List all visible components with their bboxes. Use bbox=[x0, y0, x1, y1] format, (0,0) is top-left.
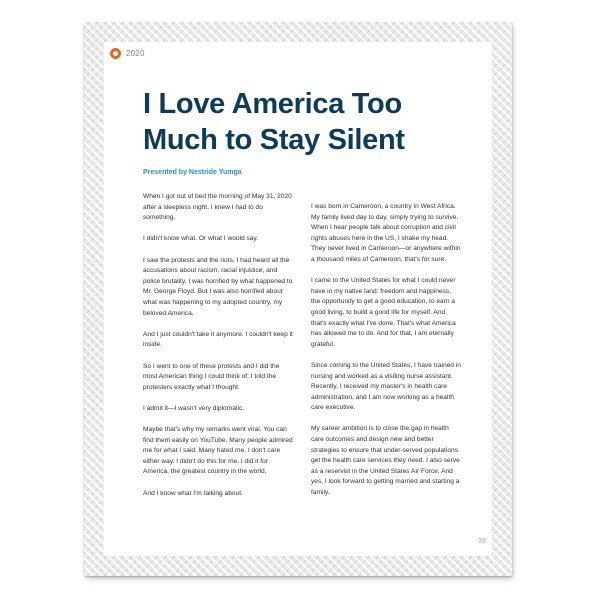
paragraph: I saw the protests and the riots. I had heard all the accusations about racism, racial injustice, and police brutality. I was horrified by what happened to Mr. George Floyd. But I was also horrified about what was happening to my adopted country, my beloved America. bbox=[143, 256, 293, 317]
paragraph: I didn't know what. Or what I would say. bbox=[143, 235, 259, 243]
right-column bbox=[311, 202, 461, 509]
page-number: 39 bbox=[478, 538, 486, 545]
header-year: 2020 bbox=[126, 49, 145, 58]
paragraph: I was born in Cameroon, a country in West Africa. My family lived day to day, simply trying to survive. When I hear people talk about corruption and civil rights abuses here in the US, I shake my head. They never lived in Cameroon—or anywhere within a thousand miles of Cameroon, that's for sure. bbox=[311, 203, 461, 263]
paragraph: So I went to one of these protests and I did the most American thing I could think of: I told the protesters exactly what I thought. bbox=[143, 362, 280, 391]
orange-circle-logo-icon bbox=[110, 48, 121, 59]
paragraph: My career ambition is to close the gap in health care outcomes and design new and better strategies to ensure that under-served populations get the health care services they need. I also serve as a reservist in the United States Air Force. And yes, I look forward to getting married and starting a family. bbox=[311, 425, 460, 497]
article-title: I Love America Too Much to Stay Silent bbox=[143, 88, 405, 156]
paragraph: I admit it—I wasn't very diplomatic. bbox=[143, 404, 245, 412]
left-column bbox=[143, 192, 293, 510]
paragraph: And I just couldn't take it anymore. I couldn't keep it inside. bbox=[143, 330, 293, 349]
paragraph: When I got out of bed the morning of May 31, 2020 after a sleepless night, I knew I had to do something. bbox=[143, 193, 292, 222]
paragraph: Maybe that's why my remarks went viral. You can find them easily on YouTube. Many people admired me for what I said. Many hated me. I don't care either way. I didn't do this for me. I did it for America, the greatest country in the world. bbox=[143, 426, 293, 476]
page-header bbox=[110, 48, 145, 59]
paragraph: And I know what I'm talking about. bbox=[143, 489, 243, 497]
paragraph: I came to the United States for what I could never have in my native land: freedom and happiness, the opportunity to get a good education, to earn a good living, to build a good life for myself. And that's exactly what I've done. That's what America has allowed me to do. And for that, I am eternally grateful. bbox=[311, 277, 456, 348]
article-byline: Presented by Nestride Yumga bbox=[143, 169, 242, 176]
paragraph: Since coming to the United States, I have trained in nursing and worked as a visiting nurse assistant. Recently, I received my master's in health care administration, and I am now working as a health care executive. bbox=[311, 361, 461, 412]
